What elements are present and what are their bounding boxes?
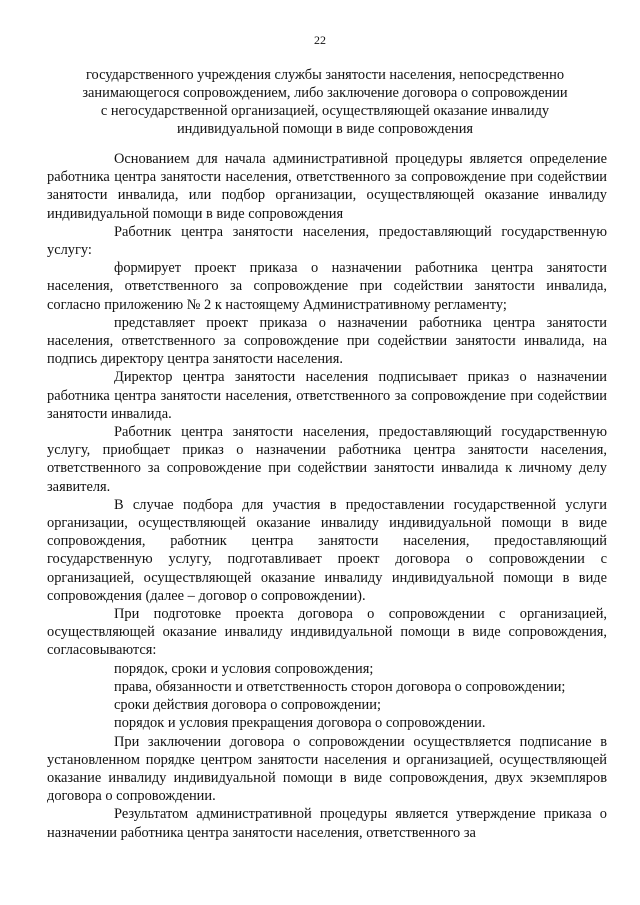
list-item: порядок, сроки и условия сопровождения; — [114, 660, 374, 677]
document-body — [47, 150, 607, 842]
section-heading: государственного учреждения службы занятости населения, непосредственно занимающегося сопровождением, либо заключение договора о сопровождении с негосударственной организацией, осуществляющей оказание инвалиду индивидуальной помощи в виде сопровождения — [82, 67, 568, 137]
paragraph: Результатом административной процедуры является утверждение приказа о назначении работника центра занятости населения, ответственного за — [47, 806, 607, 841]
list-item: порядок и условия прекращения договора о сопровождении. — [114, 715, 486, 732]
paragraph: При подготовке проекта договора о сопровождении с организацией, осуществляющей оказание инвалиду индивидуальной помощи в виде сопровождения, согласовываются: — [47, 606, 607, 659]
paragraph: Работник центра занятости населения, предоставляющий государственную услугу: — [47, 223, 607, 259]
list-item: сроки действия договора о сопровождении; — [114, 697, 381, 714]
page-number: 22 — [314, 33, 326, 47]
paragraph: Директор центра занятости населения подписывает приказ о назначении работника центра занятости населения, ответственного за сопровождение при содействии занятости инвалида. — [47, 369, 607, 422]
paragraph: В случае подбора для участия в предоставлении государственной услуги организации, осуществляющей оказание инвалиду индивидуальной помощи в виде сопровождения, работник центра занятости населения, предоставляющий государственную услугу, подготавливает проект договора о сопровождении с организацией, осуществляющей оказание инвалиду индивидуальной помощи в виде сопровождения (далее – договор о сопровождении). — [47, 496, 607, 604]
paragraph: представляет проект приказа о назначении работника центра занятости населения, ответственного за сопровождение при содействии занятости инвалида, на подпись директору центра занятости населения. — [47, 314, 607, 368]
paragraph: формирует проект приказа о назначении работника центра занятости населения, ответственного за сопровождение при содействии занятости инвалида, согласно приложению № 2 к настоящему Административному регламенту; — [47, 260, 607, 313]
paragraph: Основанием для начала административной процедуры является определение работника центра занятости населения, ответственного за сопровождение при содействии занятости инвалида, или подбор организации, осуществляющей оказание инвалиду индивидуальной помощи в виде сопровождения — [47, 151, 607, 222]
paragraph: При заключении договора о сопровождении осуществляется подписание в установленном порядке центром занятости населения и организацией, осуществляющей оказание инвалиду индивидуальной помощи в виде сопровождения, двух экземпляров договора о сопровождении. — [47, 733, 607, 805]
paragraph: Работник центра занятости населения, предоставляющий государственную услугу, приобщает приказ о назначении работника центра занятости населения, ответственного за сопровождение при содействии занятости инвалида к личному делу заявителя. — [47, 424, 607, 495]
list-item: права, обязанности и ответственность сторон договора о сопровождении; — [114, 678, 566, 695]
